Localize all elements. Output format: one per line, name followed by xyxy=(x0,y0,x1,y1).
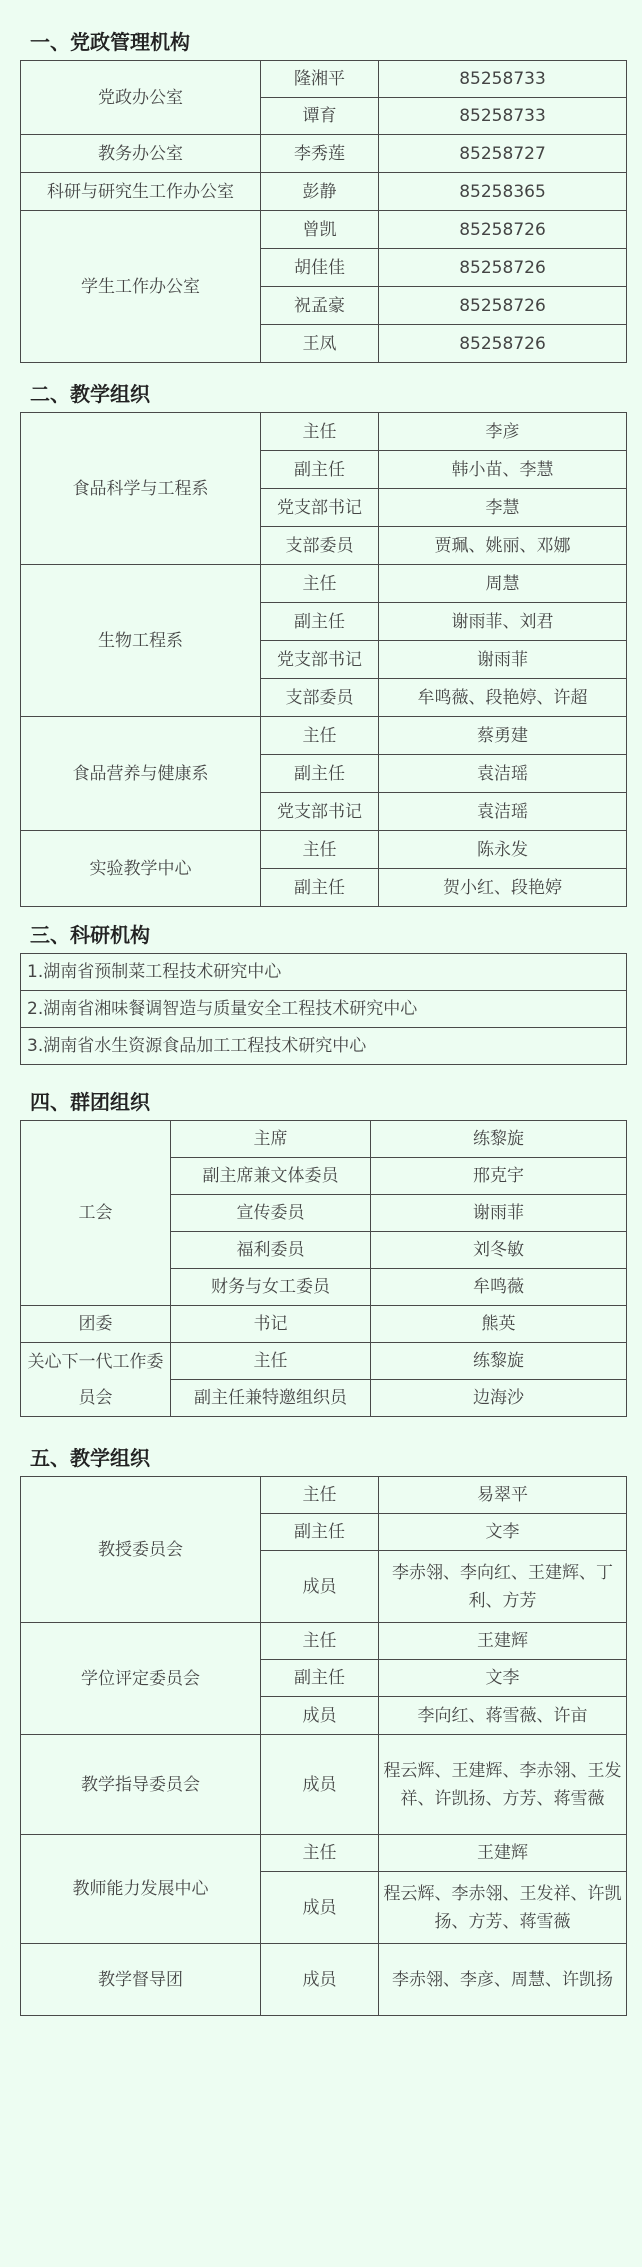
section-heading: 一、党政管理机构 xyxy=(30,30,190,54)
section-heading: 五、教学组织 xyxy=(30,1446,150,1470)
role-cell: 党支部书记 xyxy=(261,641,379,679)
unit-cell: 学位评定委员会 xyxy=(21,1623,261,1735)
role-cell: 宣传委员 xyxy=(171,1195,371,1232)
dept-cell: 教务办公室 xyxy=(21,135,261,173)
mass-org-table xyxy=(20,1120,627,1417)
role-cell: 成员 xyxy=(261,1944,379,2016)
admin-table xyxy=(20,60,627,363)
names-cell: 李赤翎、李向红、王建辉、丁利、方芳 xyxy=(379,1551,627,1623)
names-cell: 李慧 xyxy=(379,489,627,527)
role-cell: 成员 xyxy=(261,1735,379,1835)
names-cell: 程云辉、李赤翎、王发祥、许凯扬、方芳、蒋雪薇 xyxy=(379,1872,627,1944)
unit-cell: 教授委员会 xyxy=(21,1477,261,1623)
table-row xyxy=(21,1343,627,1380)
unit-cell: 生物工程系 xyxy=(21,565,261,717)
phone-cell: 85258727 xyxy=(379,135,627,173)
role-cell: 党支部书记 xyxy=(261,793,379,831)
role-cell: 副主任 xyxy=(261,1660,379,1697)
names-cell: 谢雨菲 xyxy=(379,641,627,679)
role-cell: 主任 xyxy=(261,717,379,755)
table-row xyxy=(21,1121,627,1158)
names-cell: 谢雨菲 xyxy=(371,1195,627,1232)
names-cell: 易翠平 xyxy=(379,1477,627,1514)
table-row xyxy=(21,1735,627,1835)
name-cell: 李秀莲 xyxy=(261,135,379,173)
section-heading: 二、教学组织 xyxy=(30,382,150,406)
name-cell: 王凤 xyxy=(261,325,379,363)
research-item: 3.湖南省水生资源食品加工工程技术研究中心 xyxy=(21,1028,627,1065)
names-cell: 程云辉、王建辉、李赤翎、王发祥、许凯扬、方芳、蒋雪薇 xyxy=(379,1735,627,1835)
unit-cell: 食品营养与健康系 xyxy=(21,717,261,831)
names-cell: 李赤翎、李彦、周慧、许凯扬 xyxy=(379,1944,627,2016)
role-cell: 副主任 xyxy=(261,603,379,641)
unit-cell: 食品科学与工程系 xyxy=(21,413,261,565)
role-cell: 党支部书记 xyxy=(261,489,379,527)
table-row xyxy=(21,1623,627,1660)
research-item: 1.湖南省预制菜工程技术研究中心 xyxy=(21,954,627,991)
unit-cell: 教学督导团 xyxy=(21,1944,261,2016)
table-row xyxy=(21,1028,627,1065)
phone-cell: 85258726 xyxy=(379,287,627,325)
role-cell: 副主任 xyxy=(261,869,379,907)
role-cell: 财务与女工委员 xyxy=(171,1269,371,1306)
names-cell: 袁洁瑶 xyxy=(379,793,627,831)
role-cell: 主任 xyxy=(261,1835,379,1872)
names-cell: 谢雨菲、刘君 xyxy=(379,603,627,641)
name-cell: 隆湘平 xyxy=(261,61,379,98)
unit-cell: 实验教学中心 xyxy=(21,831,261,907)
role-cell: 支部委员 xyxy=(261,527,379,565)
role-cell: 副主任 xyxy=(261,755,379,793)
phone-cell: 85258726 xyxy=(379,249,627,287)
table-row xyxy=(21,413,627,451)
names-cell: 陈永发 xyxy=(379,831,627,869)
unit-cell: 关心下一代工作委员会 xyxy=(21,1343,171,1417)
names-cell: 练黎旋 xyxy=(371,1121,627,1158)
table-row xyxy=(21,717,627,755)
names-cell: 韩小苗、李慧 xyxy=(379,451,627,489)
name-cell: 彭静 xyxy=(261,173,379,211)
names-cell: 蔡勇建 xyxy=(379,717,627,755)
role-cell: 成员 xyxy=(261,1697,379,1735)
table-row xyxy=(21,1477,627,1514)
role-cell: 支部委员 xyxy=(261,679,379,717)
unit-cell: 团委 xyxy=(21,1306,171,1343)
names-cell: 李彦 xyxy=(379,413,627,451)
phone-cell: 85258726 xyxy=(379,325,627,363)
names-cell: 牟鸣薇、段艳婷、许超 xyxy=(379,679,627,717)
role-cell: 主任 xyxy=(171,1343,371,1380)
section-heading: 四、群团组织 xyxy=(30,1090,150,1114)
table-row xyxy=(21,831,627,869)
names-cell: 贾珮、姚丽、邓娜 xyxy=(379,527,627,565)
phone-cell: 85258365 xyxy=(379,173,627,211)
role-cell: 主任 xyxy=(261,565,379,603)
committees-table xyxy=(20,1476,627,2016)
role-cell: 主任 xyxy=(261,1477,379,1514)
names-cell: 刘冬敏 xyxy=(371,1232,627,1269)
table-row xyxy=(21,173,627,211)
names-cell: 李向红、蒋雪薇、许亩 xyxy=(379,1697,627,1735)
role-cell: 副主任兼特邀组织员 xyxy=(171,1380,371,1417)
table-row xyxy=(21,211,627,249)
role-cell: 书记 xyxy=(171,1306,371,1343)
names-cell: 熊英 xyxy=(371,1306,627,1343)
role-cell: 成员 xyxy=(261,1551,379,1623)
names-cell: 邢克宇 xyxy=(371,1158,627,1195)
unit-cell: 教学指导委员会 xyxy=(21,1735,261,1835)
names-cell: 文李 xyxy=(379,1660,627,1697)
role-cell: 主席 xyxy=(171,1121,371,1158)
research-table xyxy=(20,953,627,1065)
names-cell: 贺小红、段艳婷 xyxy=(379,869,627,907)
role-cell: 主任 xyxy=(261,831,379,869)
names-cell: 牟鸣薇 xyxy=(371,1269,627,1306)
role-cell: 主任 xyxy=(261,413,379,451)
names-cell: 文李 xyxy=(379,1514,627,1551)
names-cell: 周慧 xyxy=(379,565,627,603)
table-row xyxy=(21,61,627,98)
role-cell: 成员 xyxy=(261,1872,379,1944)
phone-cell: 85258733 xyxy=(379,61,627,98)
phone-cell: 85258726 xyxy=(379,211,627,249)
dept-cell: 党政办公室 xyxy=(21,61,261,135)
name-cell: 曾凯 xyxy=(261,211,379,249)
name-cell: 谭育 xyxy=(261,98,379,135)
research-item: 2.湖南省湘味餐调智造与质量安全工程技术研究中心 xyxy=(21,991,627,1028)
role-cell: 副主席兼文体委员 xyxy=(171,1158,371,1195)
dept-cell: 科研与研究生工作办公室 xyxy=(21,173,261,211)
table-row xyxy=(21,135,627,173)
names-cell: 王建辉 xyxy=(379,1835,627,1872)
table-row xyxy=(21,1306,627,1343)
unit-cell: 工会 xyxy=(21,1121,171,1306)
table-row xyxy=(21,991,627,1028)
phone-cell: 85258733 xyxy=(379,98,627,135)
dept-cell: 学生工作办公室 xyxy=(21,211,261,363)
role-cell: 主任 xyxy=(261,1623,379,1660)
role-cell: 副主任 xyxy=(261,451,379,489)
name-cell: 祝孟豪 xyxy=(261,287,379,325)
name-cell: 胡佳佳 xyxy=(261,249,379,287)
unit-cell: 教师能力发展中心 xyxy=(21,1835,261,1944)
table-row xyxy=(21,954,627,991)
section-heading: 三、科研机构 xyxy=(30,923,150,947)
table-row xyxy=(21,565,627,603)
names-cell: 边海沙 xyxy=(371,1380,627,1417)
names-cell: 袁洁瑶 xyxy=(379,755,627,793)
names-cell: 王建辉 xyxy=(379,1623,627,1660)
names-cell: 练黎旋 xyxy=(371,1343,627,1380)
role-cell: 副主任 xyxy=(261,1514,379,1551)
teaching-table xyxy=(20,412,627,907)
table-row xyxy=(21,1944,627,2016)
table-row xyxy=(21,1835,627,1872)
role-cell: 福利委员 xyxy=(171,1232,371,1269)
